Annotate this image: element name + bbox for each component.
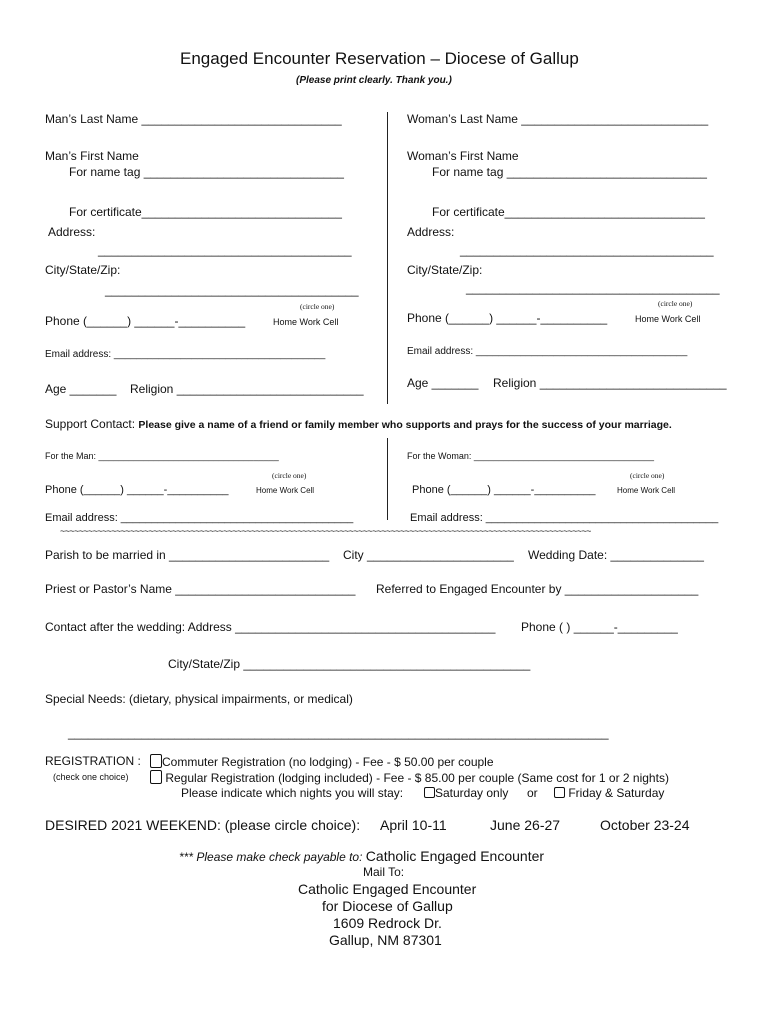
man-certificate-field[interactable]: For certificate______________________________ <box>69 205 342 219</box>
woman-city-label: City/State/Zip: <box>407 263 483 277</box>
man-circle-one: (circle one) <box>300 302 335 311</box>
man-last-name-field[interactable]: Man’s Last Name ______________________________ <box>45 112 342 126</box>
column-divider <box>387 112 388 404</box>
support-man-field[interactable]: For the Man: ____________________________________ <box>45 451 279 461</box>
contact-after-phone-field[interactable]: Phone ( ) ______-_________ <box>521 620 678 634</box>
regular-label: Regular Registration (lodging included) - Fee - $ 85.00 per couple (Same cost for 1 or 2 nights) <box>165 771 669 785</box>
registration-label: REGISTRATION : <box>45 754 141 768</box>
man-city-label: City/State/Zip: <box>45 263 121 277</box>
man-phone-field[interactable]: Phone (______) ______-__________ <box>45 314 246 328</box>
referred-field[interactable]: Referred to Engaged Encounter by ____________________ <box>376 582 699 596</box>
friday-saturday-checkbox[interactable] <box>554 787 565 798</box>
woman-name-tag-field[interactable]: For name tag ______________________________ <box>432 165 707 179</box>
woman-phone-type[interactable]: Home Work Cell <box>635 314 701 324</box>
support-woman-phone-field[interactable]: Phone (______) ______-__________ <box>412 484 596 496</box>
or-label: or <box>527 786 538 800</box>
support-contact <box>45 417 672 432</box>
weekend-option-april[interactable]: April 10-11 <box>380 817 447 833</box>
mail-address-line-2: for Diocese of Gallup <box>322 898 453 914</box>
man-religion-field[interactable]: Religion ____________________________ <box>130 382 364 396</box>
wedding-date-field[interactable]: Wedding Date: ______________ <box>528 548 704 562</box>
page-title: Engaged Encounter Reservation – Diocese of Gallup <box>180 49 579 68</box>
woman-circle-one: (circle one) <box>658 299 693 308</box>
weekend-option-october[interactable]: October 23-24 <box>600 817 690 833</box>
weekend-option-june[interactable]: June 26-27 <box>490 817 561 833</box>
woman-phone-field[interactable]: Phone (______) ______-__________ <box>407 311 608 325</box>
support-instruction: Please give a name of a friend or family member who supports and prays for the success of your marriage. <box>138 419 672 431</box>
saturday-only-checkbox[interactable] <box>424 787 435 798</box>
payee-name: Catholic Engaged Encounter <box>365 848 545 864</box>
check-one-note: (check one choice) <box>53 772 129 782</box>
mail-address-line-1: Catholic Engaged Encounter <box>298 881 477 897</box>
man-city-field[interactable]: ______________________________________ <box>105 283 359 297</box>
woman-first-name-label: Woman’s First Name <box>407 149 519 163</box>
support-man-circle-one: (circle one) <box>272 471 307 480</box>
woman-age-field[interactable]: Age _______ <box>407 376 479 390</box>
woman-address-field[interactable]: ______________________________________ <box>460 243 714 257</box>
mail-address-line-4: Gallup, NM 87301 <box>329 932 442 948</box>
woman-religion-field[interactable]: Religion ____________________________ <box>493 376 727 390</box>
man-address-field[interactable]: ______________________________________ <box>98 243 352 257</box>
parish-field[interactable]: Parish to be married in ________________________ <box>45 548 330 562</box>
woman-last-name-field[interactable]: Woman’s Last Name ____________________________ <box>407 112 709 126</box>
support-woman-email-field[interactable]: Email address: ______________________________________ <box>410 512 719 524</box>
special-needs-field[interactable]: _________________________________________________________________________________ <box>68 726 609 740</box>
man-phone-type[interactable]: Home Work Cell <box>273 317 339 327</box>
support-label: Support Contact: <box>45 417 136 431</box>
support-woman-field[interactable]: For the Woman: ____________________________________ <box>407 451 655 461</box>
contact-after-address-field[interactable]: Contact after the wedding: Address _______________________________________ <box>45 620 496 634</box>
friday-saturday-option[interactable] <box>554 786 664 800</box>
mail-to-label: Mail To: <box>363 865 405 879</box>
payment-note-text: *** Please make check payable to: <box>179 850 363 864</box>
tilde-divider: ~~~~~~~~~~~~~~~~~~~~~~~~~~~~~~~~~~~~~~~~~~~~~~~~~~~~~~~~~~~~~~~~~~~~~~~~~~~~~~~~~~~~~~~~~~~~~~~~~~~~~~~~~~~~~~~~~~ <box>60 526 591 536</box>
city-field[interactable]: City ______________________ <box>343 548 514 562</box>
support-woman-phone-type[interactable]: Home Work Cell <box>617 486 676 495</box>
man-age-field[interactable]: Age _______ <box>45 382 117 396</box>
page-subtitle: (Please print clearly. Thank you.) <box>296 75 452 86</box>
friday-saturday-label: Friday & Saturday <box>568 786 665 800</box>
woman-certificate-field[interactable]: For certificate______________________________ <box>432 205 705 219</box>
support-woman-circle-one: (circle one) <box>630 471 665 480</box>
man-email-field[interactable]: Email address: ______________________________________ <box>45 349 326 360</box>
weekend-label: DESIRED 2021 WEEKEND: (please circle choice): <box>45 817 361 833</box>
commuter-option[interactable] <box>150 754 494 769</box>
support-man-phone-field[interactable]: Phone (______) ______-__________ <box>45 484 229 496</box>
man-name-tag-field[interactable]: For name tag ______________________________ <box>69 165 344 179</box>
commuter-label: Commuter Registration (no lodging) - Fee - $ 50.00 per couple <box>162 755 494 769</box>
support-divider <box>387 438 388 520</box>
priest-field[interactable]: Priest or Pastor’s Name ___________________________ <box>45 582 356 596</box>
payment-note <box>179 848 544 864</box>
saturday-only-option[interactable] <box>424 786 508 800</box>
woman-email-field[interactable]: Email address: ______________________________________ <box>407 346 688 357</box>
special-needs-label: Special Needs: (dietary, physical impairments, or medical) <box>45 692 353 706</box>
man-address-label: Address: <box>48 225 96 239</box>
nights-prompt: Please indicate which nights you will stay: <box>181 786 404 800</box>
regular-checkbox[interactable] <box>150 770 162 784</box>
support-man-email-field[interactable]: Email address: ______________________________________ <box>45 512 354 524</box>
support-man-phone-type[interactable]: Home Work Cell <box>256 486 315 495</box>
regular-option[interactable] <box>150 770 669 785</box>
woman-address-label: Address: <box>407 225 455 239</box>
commuter-checkbox[interactable] <box>150 754 162 768</box>
man-first-name-label: Man’s First Name <box>45 149 139 163</box>
woman-city-field[interactable]: ______________________________________ <box>466 281 720 295</box>
mail-address-line-3: 1609 Redrock Dr. <box>333 915 442 931</box>
contact-after-city-field[interactable]: City/State/Zip ___________________________________________ <box>168 657 531 671</box>
saturday-only-label: Saturday only <box>435 786 509 800</box>
